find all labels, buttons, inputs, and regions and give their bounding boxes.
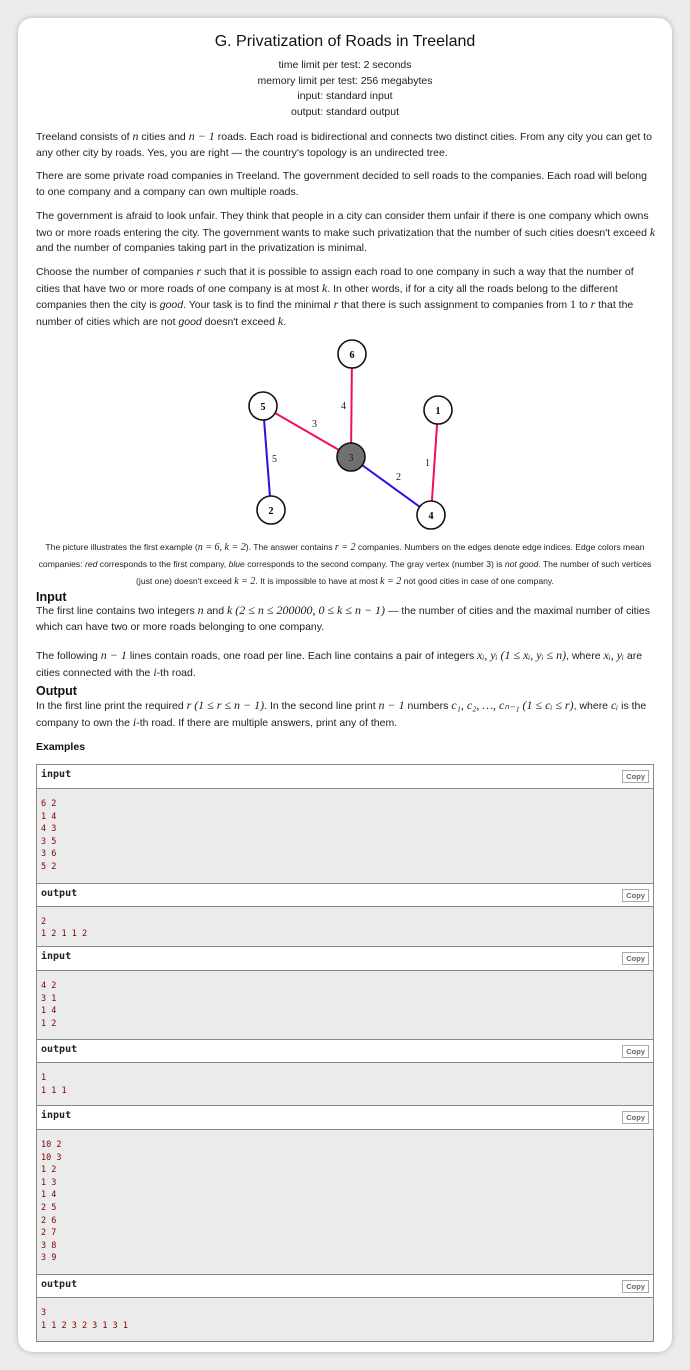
text-segment: lines contain roads, one road per line. Each line contains a pair of integers [126, 650, 478, 662]
input-header [37, 765, 653, 789]
copy-output-button[interactable]: Copy [622, 889, 649, 902]
output-line: 1 [41, 1073, 47, 1084]
text-segment: In the first line print the required [36, 700, 187, 712]
input-label: input [41, 769, 72, 780]
text-segment: . Your task is to find the minimal [183, 299, 334, 311]
input-line: 1 3 [41, 1177, 57, 1188]
text-segment: that the number of cities which are not [36, 299, 634, 328]
edge-3 [263, 406, 351, 457]
text-segment: . The number of such vertices (just one) doesn't exceed [136, 559, 652, 586]
text-segment: There are some private road companies in Treeland. The government decided to sell roads to the companies. Each road will belong to one company and a company can own multiple roads. [36, 170, 647, 198]
edge-5 [263, 406, 271, 510]
math-expression: k = 2 [234, 576, 256, 587]
math-expression: xᵢ, yᵢ [477, 648, 498, 662]
input-line: 1 2 [41, 1018, 57, 1029]
example-1 [36, 764, 654, 951]
math-expression: r [333, 297, 339, 311]
svg-text:3: 3 [348, 453, 354, 464]
math-expression: k [277, 313, 284, 328]
input-line: 5 2 [41, 861, 57, 872]
math-expression: 1 [570, 297, 577, 311]
math-expression: k [649, 224, 656, 239]
math-expression: c₁, c₂, …, cₙ₋₁ [451, 698, 520, 712]
input-line: 6 2 [41, 799, 57, 809]
math-expression: k [227, 603, 233, 617]
edge-2 [351, 457, 431, 515]
input-line: 2 6 [41, 1215, 57, 1226]
picture-caption [34, 539, 656, 590]
math-expression: k [321, 280, 328, 295]
output-line: 1 1 1 [41, 1085, 67, 1096]
edge-label: 3 [312, 419, 317, 430]
math-expression: n − 1 [188, 129, 215, 143]
input-line: 10 2 [41, 1140, 62, 1150]
input-line: 3 6 [41, 849, 57, 860]
output-header [37, 1274, 653, 1298]
text-segment: to [576, 299, 591, 311]
text-segment: The picture illustrates the first example ( [45, 542, 198, 552]
output-paragraph [36, 698, 656, 731]
text-segment: . In the second line print [264, 700, 379, 712]
math-expression: r [186, 698, 192, 712]
output-source: output: standard output [291, 105, 399, 118]
text-segment: , where [566, 650, 604, 662]
text-segment: and [203, 605, 228, 617]
text-segment: ). The answer contains [245, 542, 335, 552]
input-header [37, 1106, 653, 1130]
input-paragraph [36, 603, 656, 635]
math-expression: n [197, 603, 204, 617]
edge-label: 2 [396, 472, 401, 483]
output-header [37, 1039, 653, 1063]
memory-limit: memory limit per test: 256 megabytes [257, 74, 433, 87]
emphasis-text: not good [504, 559, 539, 569]
text-segment: doesn't exceed [201, 315, 278, 328]
emphasis-text: good [159, 299, 184, 311]
text-segment: The government is afraid to look unfair. They think that people in a city can consider them unfair if there is one company which owns two or more roads entering the city. The government wants to make such privatization that the number of such cities doesn't exceed [36, 210, 650, 239]
output-data[interactable] [37, 1063, 653, 1106]
input-header [37, 947, 653, 971]
text-segment: not good cities in case of one company. [401, 576, 554, 586]
emphasis-text: red [84, 559, 98, 569]
input-line: 4 2 [41, 981, 57, 991]
text-segment: . [283, 315, 287, 328]
example-2 [36, 946, 654, 1108]
input-label: input [41, 1110, 72, 1121]
edge-label: 5 [272, 454, 277, 465]
input-line: 3 9 [41, 1253, 57, 1264]
math-expression: (1 ≤ r ≤ n − 1) [194, 698, 265, 712]
text-segment: corresponds to the first company, [97, 559, 229, 569]
math-expression: i [132, 714, 137, 729]
math-expression: (1 ≤ xᵢ, yᵢ ≤ n) [500, 648, 567, 662]
svg-text:4: 4 [428, 511, 434, 522]
input-line: 1 4 [41, 1190, 57, 1201]
text-segment: roads. Each road is bidirectional and connects two distinct cities. From any city you can get to any other city by roads. Yes, you are right — the country's topology is an undirected tree. [36, 131, 652, 159]
input-line: 3 1 [41, 993, 57, 1004]
input-line: 3 8 [41, 1240, 57, 1251]
input-line: 2 7 [41, 1228, 57, 1239]
output-data[interactable] [37, 907, 653, 950]
text-segment: Choose the number of companies [36, 266, 197, 278]
math-expression: (1 ≤ cᵢ ≤ r) [522, 698, 574, 712]
math-expression: n − 1 [378, 698, 405, 712]
text-segment: and the number of companies taking part in the privatization is minimal. [36, 242, 367, 254]
input-heading: Input [36, 590, 67, 604]
text-segment: The following [36, 650, 101, 662]
input-data[interactable] [37, 971, 653, 1039]
output-header [37, 883, 653, 907]
math-expression: k = 2 [380, 576, 402, 587]
input-line: 1 4 [41, 811, 57, 822]
math-expression: cᵢ [610, 698, 619, 712]
text-segment: cities and [138, 131, 189, 143]
input-paragraph [36, 648, 656, 681]
svg-text:2: 2 [268, 506, 274, 517]
copy-output-button[interactable]: Copy [622, 1045, 649, 1058]
text-segment: numbers [404, 700, 452, 712]
output-line: 1 2 1 1 2 [41, 929, 88, 940]
input-line: 10 3 [41, 1152, 62, 1163]
math-expression: n [132, 129, 139, 143]
problem-title: G. Privatization of Roads in Treeland [214, 33, 476, 50]
math-expression: i [153, 664, 157, 679]
input-data[interactable] [37, 789, 653, 883]
input-line: 1 2 [41, 1165, 57, 1176]
math-expression: n = 6, k = 2 [197, 542, 246, 553]
math-expression: r [196, 264, 202, 278]
math-expression: (2 ≤ n ≤ 200000, 0 ≤ k ≤ n − 1) [235, 603, 386, 617]
text-segment: , where [573, 700, 611, 712]
emphasis-text: good [178, 315, 202, 328]
svg-text:6: 6 [349, 350, 355, 361]
copy-input-button[interactable]: Copy [622, 952, 649, 965]
input-line: 4 3 [41, 824, 57, 835]
output-data[interactable] [37, 1298, 653, 1341]
text-segment: are cities connected with the [36, 650, 643, 679]
text-segment: companies. Numbers on the edges denote edge indices. Edge colors mean companies: [38, 542, 645, 569]
output-line: 2 [41, 916, 47, 927]
text-segment: The first line contains two integers [36, 605, 198, 617]
text-segment: corresponds to the second company. The gray vertex (number 3) is [244, 559, 505, 569]
math-expression: xᵢ, yᵢ [603, 648, 624, 662]
copy-input-button[interactable]: Copy [622, 1111, 649, 1124]
time-limit: time limit per test: 2 seconds [278, 59, 412, 71]
text-segment: . In other words, if for a city all the roads belong to the different companies then the city is [36, 282, 618, 311]
text-segment: -th road. If there are multiple answers, print any of them. [136, 716, 398, 729]
input-line: 1 4 [41, 1006, 57, 1017]
text-segment: is the company to own the [36, 700, 647, 729]
edge-1 [431, 410, 438, 515]
input-line: 3 5 [41, 836, 57, 847]
emphasis-text: blue [228, 559, 245, 569]
tree-illustration [0, 0, 690, 540]
math-expression: n − 1 [100, 648, 127, 662]
text-segment: Treeland consists of [36, 131, 133, 143]
example-3 [36, 1105, 654, 1342]
math-expression: r = 2 [334, 542, 356, 553]
output-label: output [41, 887, 78, 899]
copy-input-button[interactable]: Copy [622, 770, 649, 783]
edge-label: 1 [425, 458, 430, 469]
edge-4 [351, 354, 352, 457]
math-expression: r [590, 297, 596, 311]
text-segment: . It is impossible to have at most [255, 576, 381, 586]
text-segment: -th road. [156, 666, 196, 679]
input-source: input: standard input [297, 90, 393, 102]
examples-heading: Examples [36, 741, 86, 753]
input-line: 2 5 [41, 1202, 57, 1213]
input-label: input [41, 951, 72, 962]
output-label: output [41, 1278, 78, 1290]
output-line: 1 1 2 3 2 3 1 3 1 [41, 1320, 128, 1331]
text-segment: such that it is possible to assign each road to one company in such a way that the number of cities that have two or more roads of one company is at most [36, 266, 634, 295]
output-line: 3 [41, 1307, 47, 1318]
svg-text:5: 5 [260, 402, 266, 413]
text-segment: that there is such assignment to companies from [338, 299, 571, 311]
text-segment: — the number of cities and the maximal number of cities which can have two or more roads belonging to one company. [36, 605, 650, 633]
svg-text:1: 1 [435, 406, 441, 417]
input-data[interactable] [37, 1130, 653, 1274]
output-heading: Output [36, 684, 77, 698]
output-label: output [41, 1044, 78, 1056]
copy-output-button[interactable]: Copy [622, 1280, 649, 1293]
edge-label: 4 [341, 401, 346, 412]
